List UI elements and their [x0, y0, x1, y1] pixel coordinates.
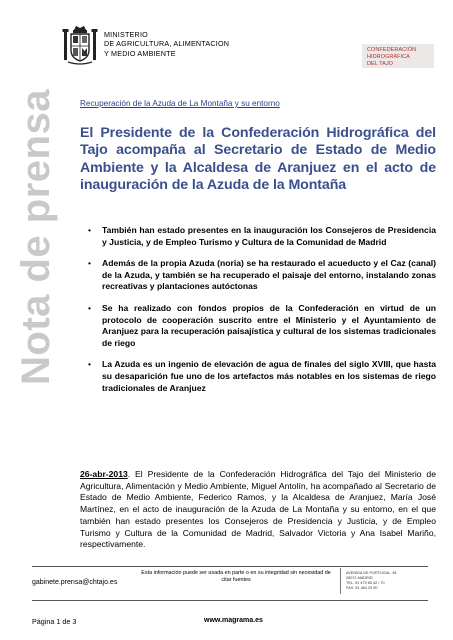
body-text: . El Presidente de la Confederación Hidrográfica del Tajo del Ministerio de Agricultura, Alimentación y Medio Ambiente, Miguel Antolín, ha acompañado al Secretario de Estado de Medio Ambiente, Federico Ramos, y la Alcaldesa de Aranjuez, María José Martínez, en el acto de inauguración de la Azuda de La Montaña y su entorno, en el que también han estado presentes los Consejeros de Presidencia y Justicia, y de Empleo Turismo y Cultura de la Comunidad de Madrid, Salvador Victoria y Ana Isabel Mariño, respectivamente. — [80, 469, 436, 550]
confederation-line: HIDROGRÁFICA — [367, 54, 410, 60]
address-line: TEL: 91 479 65 42 / 70 — [346, 580, 385, 585]
confederation-line: CONFEDERACIÓN — [367, 47, 417, 53]
confederation-line: DEL TAJO — [367, 61, 394, 67]
footer-separator — [340, 568, 341, 594]
address-line: FAX: 91 464 29 90 — [346, 585, 378, 590]
ministry-line: Y MEDIO AMBIENTE — [104, 48, 176, 58]
bullet-text: La Azuda es un ingenio de elevación de agua de finales del siglo XVIII, que hasta su desaparición fue uno de los artefactos más notables en los sistemas de riego tradicionales de Aranjuez — [102, 359, 436, 393]
ministry-name — [104, 30, 229, 58]
ministry-line: MINISTERIO — [104, 30, 148, 39]
body-paragraph — [80, 469, 436, 551]
bullet-item — [86, 303, 436, 349]
release-date: 26-abr-2013 — [80, 469, 128, 479]
footer-divider-top — [32, 566, 428, 567]
bullet-text: Además de la propia Azuda (noria) se ha restaurado el acueducto y el Caz (canal) de la Azuda, y también se ha recuperado el paisaje del entorno, instalando zonas recreativas y plantaciones autóctonas — [102, 258, 436, 292]
website-link[interactable]: www.magrama.es — [204, 617, 263, 624]
coat-of-arms-icon — [62, 24, 98, 66]
bullet-item — [86, 225, 436, 248]
bullet-dot: • — [88, 225, 92, 235]
bullet-item — [86, 258, 436, 293]
address-line: AVENIDA DE PORTUGAL, 81 — [346, 571, 397, 575]
ministry-line: DE AGRICULTURA, ALIMENTACION — [104, 39, 230, 49]
bullet-text: También han estado presentes en la inauguración los Consejeros de Presidencia y Justicia, y de Empleo Turismo y Cultura de la Comunidad de Madrid — [102, 225, 436, 247]
footer-address — [346, 571, 397, 591]
subject-line: Recuperación de la Azuda de La Montaña y su entorno — [80, 99, 280, 108]
address-line: 28071 MADRID — [346, 575, 373, 580]
press-release-side-title: Nota de prensa — [14, 89, 58, 385]
bullet-dot: • — [88, 258, 92, 269]
bullet-text: Se ha realizado con fondos propios de la Confederación en virtud de un protocolo de cooperación suscrito entre el Ministerio y el Ayuntamiento de Aranjuez para la recuperación paisajística y cultural de los sistemas tradicionales de riego — [102, 302, 436, 348]
bullet-list — [86, 225, 436, 404]
page-number: Página 1 de 3 — [32, 617, 77, 626]
bullet-dot: • — [88, 359, 92, 370]
usage-note: Esta información puede ser usada en parte o en su integridad sin necesidad de citar fuentes — [141, 570, 331, 583]
bullet-item — [86, 359, 436, 394]
footer-divider-bottom — [32, 600, 428, 601]
bullet-dot: • — [88, 302, 92, 313]
headline: El Presidente de la Confederación Hidrográfica del Tajo acompaña al Secretario de Estado de Medio Ambiente y la Alcaldesa de Aranjuez en el acto de inauguración de la Azuda de la Montaña — [80, 125, 436, 194]
confederation-label — [362, 44, 434, 68]
press-email-link[interactable]: gabinete.prensa@chtajo.es — [32, 579, 118, 586]
